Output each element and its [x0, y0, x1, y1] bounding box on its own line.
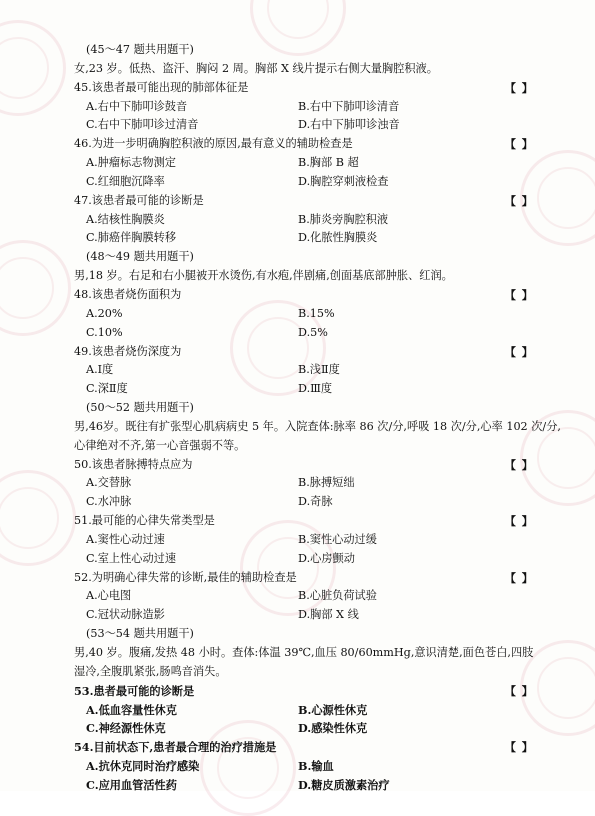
- option-c: C.冠状动脉造影: [86, 608, 165, 622]
- option-c: C.10%: [86, 325, 123, 339]
- option-d: D.右中下肺叩诊浊音: [298, 118, 400, 132]
- options-row: [74, 531, 534, 550]
- option-a: A.Ⅰ度: [86, 363, 114, 377]
- group-header: (45～47 题共用题干): [86, 43, 194, 56]
- case-stem: 心律绝对不齐,第一心音强弱不等。: [74, 438, 246, 452]
- question-text: 45.该患者最可能出现的肺部体征是: [74, 80, 249, 94]
- case-stem: 男,46岁。既往有扩张型心肌病病史 5 年。入院查体:脉率 86 次/分,呼吸 18 次/分,心率 102 次/分,: [74, 419, 561, 433]
- option-a: A.抗休克同时治疗感染: [86, 759, 200, 774]
- option-a: A.肿瘤标志物测定: [86, 156, 176, 170]
- question-list: [74, 41, 561, 795]
- question-stem: [74, 512, 534, 531]
- question-text: 54.目前状态下,患者最合理的治疗措施是: [74, 740, 277, 755]
- case-stem: 湿冷,全腹肌紧张,肠鸣音消失。: [74, 664, 227, 678]
- options-row: [74, 116, 534, 135]
- group-header: (53～54 题共用题干): [86, 627, 194, 641]
- answer-bracket: 【 】: [504, 570, 534, 585]
- options-row: [74, 154, 534, 173]
- answer-bracket: 【 】: [504, 193, 534, 208]
- case-stem: 女,23 岁。低热、盗汗、胸闷 2 周。胸部 X 线片提示右侧大量胸腔积液。: [74, 61, 438, 75]
- option-c: C.室上性心动过速: [86, 551, 177, 565]
- options-row: [74, 305, 534, 324]
- option-b: B.右中下肺叩诊清音: [298, 99, 400, 113]
- question-text: 47.该患者最可能的诊断是: [74, 193, 204, 207]
- option-c: C.深Ⅱ度: [86, 382, 128, 396]
- option-a: A.右中下肺叩诊鼓音: [86, 99, 188, 113]
- question-text: 51.最可能的心律失常类型是: [74, 514, 215, 528]
- question-text: 46.为进一步明确胸腔积液的原因,最有意义的辅助检查是: [74, 137, 353, 151]
- options-row: [74, 380, 534, 399]
- options-row: [74, 98, 534, 117]
- option-a: A.心电图: [86, 589, 132, 603]
- option-d: D.Ⅲ度: [298, 382, 333, 396]
- answer-bracket: 【 】: [504, 740, 534, 755]
- group-header: (50～52 题共用题干): [86, 401, 194, 415]
- options-row: [74, 776, 534, 795]
- option-a: A.低血容量性休克: [86, 702, 177, 717]
- answer-bracket: 【 】: [504, 287, 534, 302]
- option-b: B.心源性休克: [298, 702, 368, 717]
- option-b: B.输血: [298, 759, 334, 774]
- options-row: [74, 587, 534, 606]
- option-a: A.20%: [86, 306, 123, 320]
- answer-bracket: 【 】: [504, 457, 534, 472]
- option-d: D.奇脉: [298, 495, 333, 509]
- answer-bracket: 【 】: [504, 683, 534, 698]
- options-row: [74, 606, 534, 625]
- option-a: A.交替脉: [86, 476, 132, 490]
- option-a: A.窦性心动过速: [86, 532, 165, 546]
- question-text: 52.为明确心律失常的诊断,最佳的辅助检查是: [74, 570, 297, 584]
- question-text: 49.该患者烧伤深度为: [74, 344, 182, 358]
- option-d: D.胸部 X 线: [298, 608, 359, 622]
- option-b: B.肺炎旁胸腔积液: [298, 212, 389, 226]
- question-stem: [74, 192, 534, 211]
- option-a: A.结核性胸膜炎: [86, 212, 165, 226]
- option-b: B.浅Ⅱ度: [298, 363, 340, 377]
- option-d: D.心房颤动: [298, 551, 355, 565]
- options-row: [74, 493, 534, 512]
- options-row: [74, 757, 534, 776]
- answer-bracket: 【 】: [504, 344, 534, 359]
- case-stem: 男,18 岁。右足和右小腿被开水烫伤,有水疱,伴剧痛,创面基底部肿胀、红润。: [74, 269, 453, 283]
- option-c: C.水冲脉: [86, 495, 132, 509]
- option-b: B.15%: [298, 306, 335, 320]
- watermark-seal: [0, 240, 71, 336]
- options-row: [74, 719, 534, 738]
- option-d: D.感染性休克: [298, 721, 368, 736]
- option-b: B.胸部 B 超: [298, 156, 359, 170]
- question-text: 48.该患者烧伤面积为: [74, 287, 182, 301]
- option-d: D.糖皮质激素治疗: [298, 777, 390, 792]
- question-stem: [74, 682, 534, 701]
- options-row: [74, 701, 534, 720]
- case-stem: 男,40 岁。腹痛,发热 48 小时。查体:体温 39℃,血压 80/60mmHg,意识清楚,面色苍白,四肢: [74, 646, 534, 659]
- option-c: C.肺癌伴胸膜转移: [86, 231, 177, 245]
- watermark-seal: [0, 470, 76, 566]
- answer-bracket: 【 】: [504, 137, 534, 152]
- question-stem: [74, 343, 534, 362]
- option-d: D.化脓性胸膜炎: [298, 231, 378, 245]
- options-row: [74, 229, 534, 248]
- option-c: C.神经源性休克: [86, 721, 166, 736]
- options-row: [74, 361, 534, 380]
- question-text: 50.该患者脉搏特点应为: [74, 457, 193, 471]
- option-c: C.应用血管活性药: [86, 777, 177, 792]
- option-b: B.心脏负荷试验: [298, 589, 377, 603]
- options-row: [74, 550, 534, 569]
- option-c: C.红细胞沉降率: [86, 174, 165, 188]
- question-stem: [74, 456, 534, 475]
- option-b: B.窦性心动过缓: [298, 532, 377, 546]
- question-stem: [74, 569, 534, 588]
- options-row: [74, 211, 534, 230]
- question-text: 53.患者最可能的诊断是: [74, 683, 195, 698]
- answer-bracket: 【 】: [504, 514, 534, 529]
- question-stem: [74, 286, 534, 305]
- option-d: D.胸腔穿刺液检查: [298, 174, 389, 188]
- options-row: [74, 474, 534, 493]
- option-b: B.脉搏短绌: [298, 476, 355, 490]
- question-stem: [74, 79, 534, 98]
- option-d: D.5%: [298, 325, 328, 339]
- group-header: (48～49 题共用题干): [86, 250, 194, 264]
- watermark-seal: [0, 20, 66, 116]
- options-row: [74, 173, 534, 192]
- answer-bracket: 【 】: [504, 80, 534, 95]
- question-stem: [74, 738, 534, 757]
- question-stem: [74, 135, 534, 154]
- option-c: C.右中下肺叩诊过清音: [86, 118, 199, 132]
- options-row: [74, 324, 534, 343]
